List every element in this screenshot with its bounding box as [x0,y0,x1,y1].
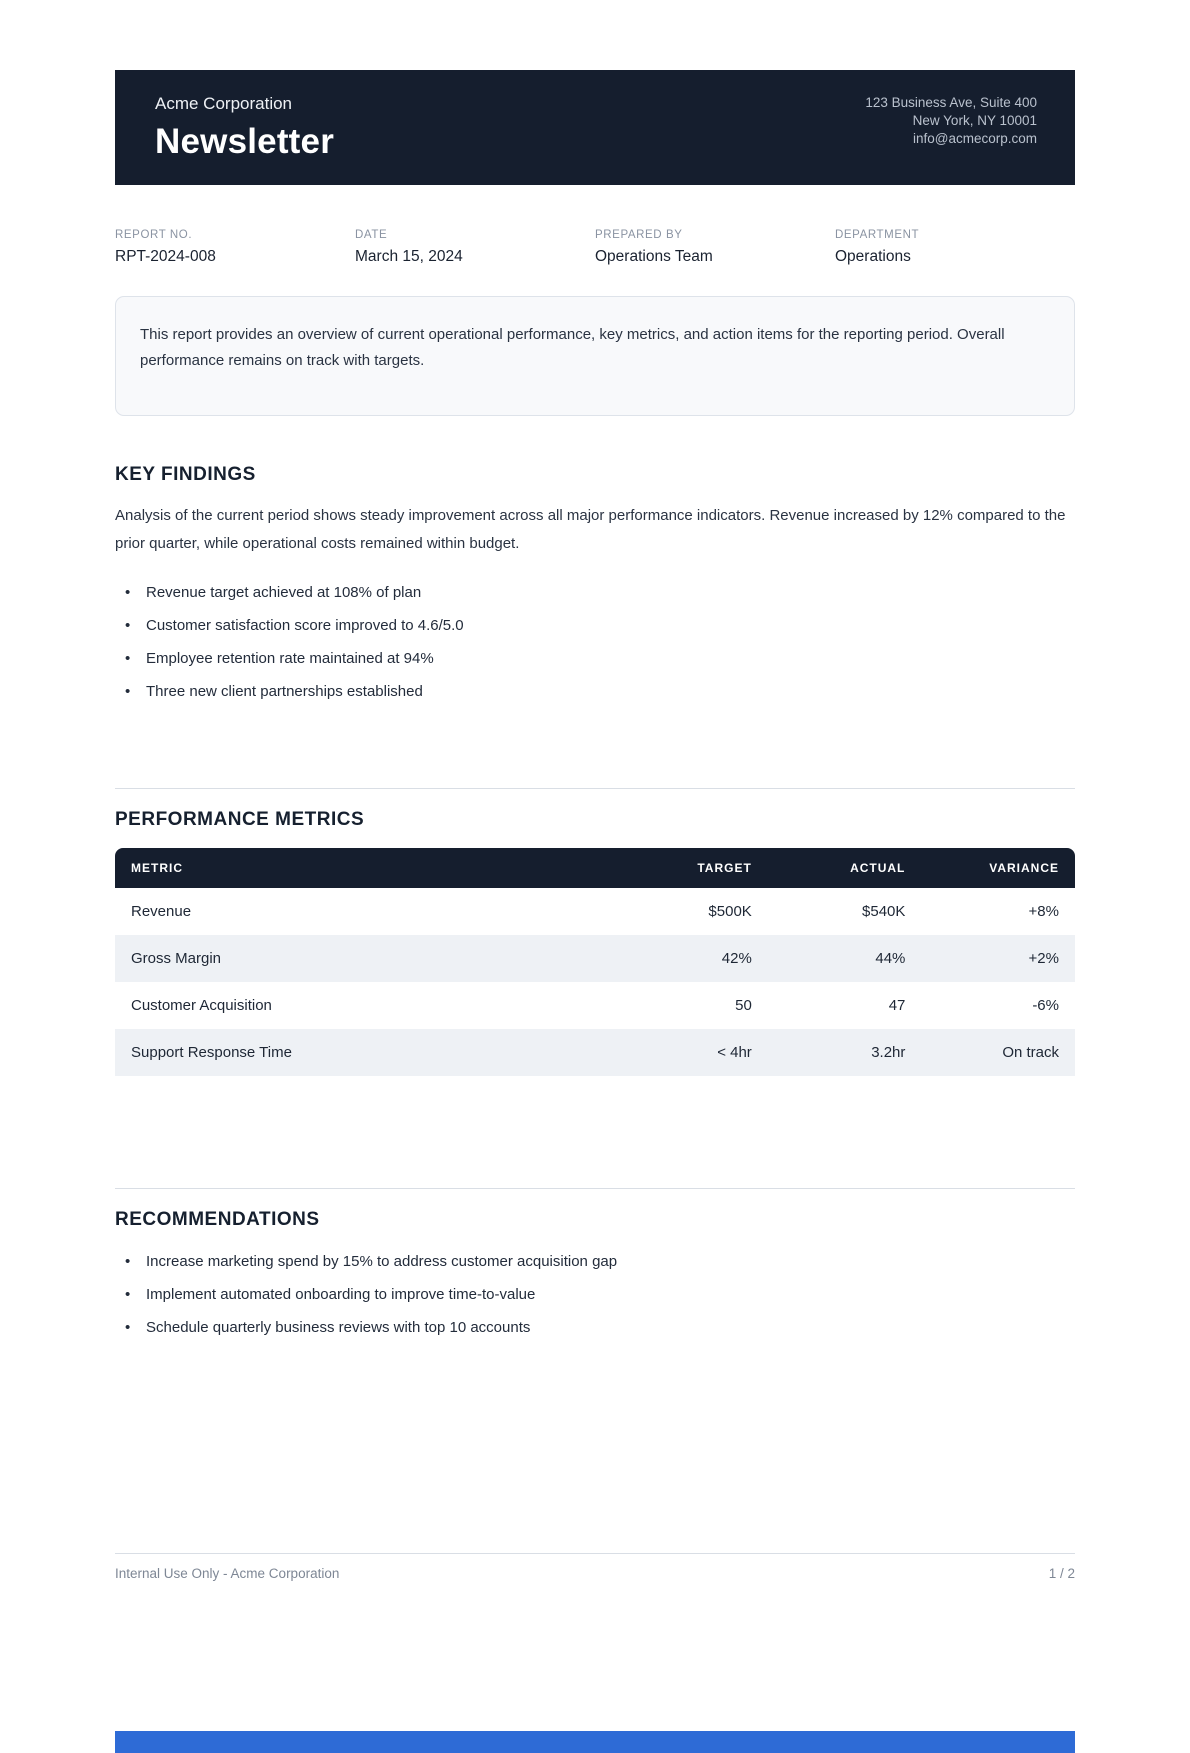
meta-label: REPORT NO. [115,229,193,241]
company-name: Acme Corporation [155,94,293,113]
footer-classification: Internal Use Only - Acme Corporation [115,1565,340,1581]
meta-prepared-by [595,229,835,266]
cell-target: 50 [735,996,752,1014]
recommendations-section [115,1209,1075,1338]
cell-actual: 47 [888,996,906,1014]
list-item: • Schedule quarterly business reviews with top 10 accounts [115,1317,1075,1338]
meta-value: RPT-2024-008 [115,248,216,265]
list-item: • Customer satisfaction score improved to 4.6/5.0 [115,615,1075,636]
cell-metric: Support Response Time [131,1043,292,1061]
metrics-table [115,848,1075,1076]
cell-variance: +2% [1028,949,1059,967]
list-item: • Increase marketing spend by 15% to address customer acquisition gap [115,1251,1075,1272]
key-findings-section [115,464,1075,702]
table-row [115,982,1075,1029]
section-divider [115,788,1075,789]
cell-target: $500K [708,902,752,920]
cell-actual: 44% [875,949,906,967]
table-row [115,935,1075,982]
metrics-table-body [115,888,1075,1076]
cell-metric: Gross Margin [131,949,222,967]
performance-metrics-heading: PERFORMANCE METRICS [115,808,365,830]
performance-metrics-section [115,809,1075,1076]
meta-department [835,229,1075,266]
page-footer [115,1566,1075,1581]
meta-date [355,229,595,266]
cell-variance: +8% [1028,902,1059,920]
key-findings-paragraph: Analysis of the current period shows steady improvement across all major performance indicators. Revenue increased by 12% compared to the prior quarter, while operational costs remained within budget. [115,507,1066,552]
meta-label: DEPARTMENT [835,229,920,241]
cell-target: < 4hr [717,1043,752,1061]
address-line-3: info@acmecorp.com [913,131,1037,147]
summary-text: This report provides an overview of current operational performance, key metrics, and action items for the reporting period. Overall performance remains on track with targets. [140,326,1005,370]
cell-actual: 3.2hr [871,1043,906,1061]
meta-value: March 15, 2024 [355,248,463,265]
cell-actual: $540K [862,902,906,920]
column-header-actual: ACTUAL [768,848,922,888]
table-row [115,888,1075,935]
meta-value: Operations Team [595,248,713,265]
recommendations-list [115,1251,1075,1338]
list-item: • Implement automated onboarding to improve time-to-value [115,1284,1075,1305]
meta-label: PREPARED BY [595,229,683,241]
meta-label: DATE [355,229,388,241]
table-header-row [115,848,1075,888]
next-page-banner-preview [115,1731,1075,1753]
cell-variance: -6% [1032,996,1059,1014]
page-indicator: 1 / 2 [1048,1565,1075,1581]
table-row [115,1029,1075,1076]
summary-box [115,296,1075,416]
meta-value: Operations [835,248,911,265]
key-findings-heading: KEY FINDINGS [115,464,256,485]
report-title: Newsletter [155,122,335,161]
section-divider [115,1188,1075,1189]
address-line-2: New York, NY 10001 [912,113,1037,129]
key-findings-list [115,582,1075,702]
column-header-target: TARGET [614,848,768,888]
cell-metric: Customer Acquisition [131,996,272,1014]
recommendations-heading: RECOMMENDATIONS [115,1208,320,1230]
report-meta-row [115,229,1075,266]
report-header-banner [115,70,1075,185]
list-item: • Employee retention rate maintained at 94% [115,648,1075,669]
footer-divider [115,1553,1075,1554]
address-line-1: 123 Business Ave, Suite 400 [865,95,1037,110]
column-header-variance: VARIANCE [921,848,1075,888]
cell-metric: Revenue [131,902,192,920]
column-header-metric: METRIC [115,848,614,888]
banner-left [155,92,334,162]
cell-variance: On track [1002,1043,1059,1061]
metrics-table-header [115,848,1075,888]
cell-target: 42% [721,949,752,967]
company-address [865,94,1037,149]
list-item: • Three new client partnerships established [115,681,1075,702]
list-item: • Revenue target achieved at 108% of plan [115,582,1075,603]
report-page [115,70,1075,1581]
meta-report-no [115,229,355,266]
